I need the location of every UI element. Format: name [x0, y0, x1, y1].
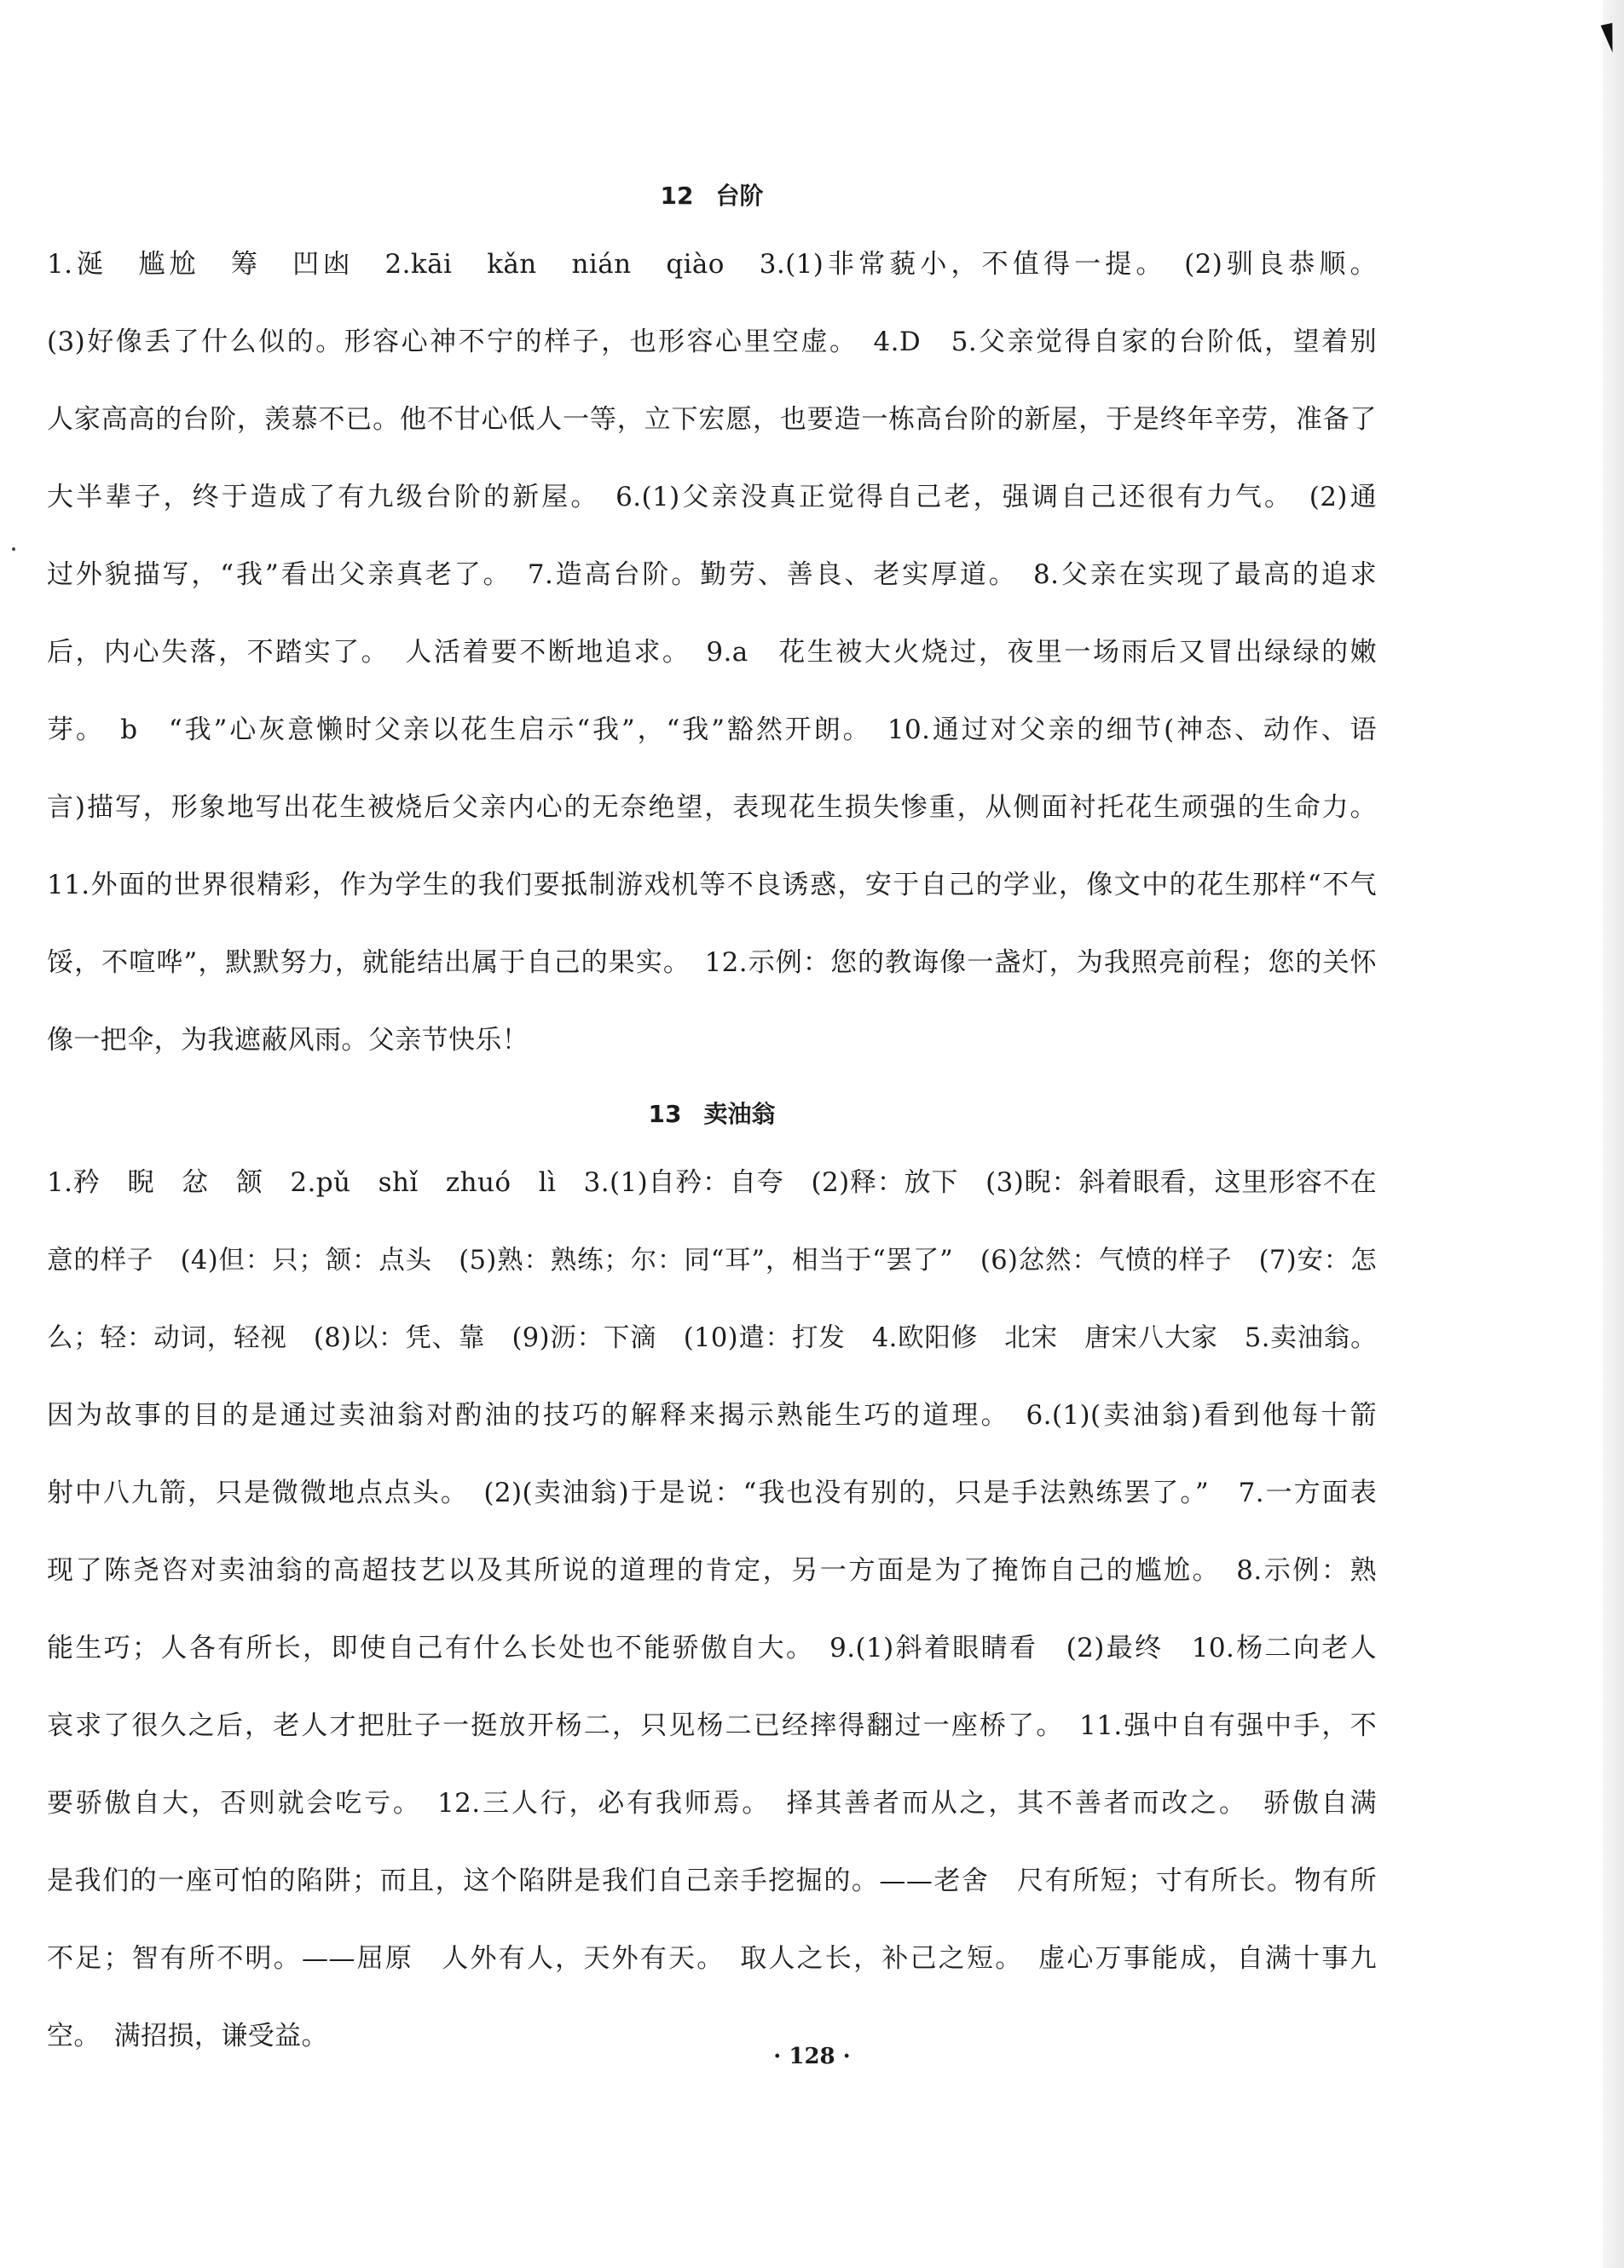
text-line: 1.矜 睨 忿 颔 2.pǔ shǐ zhuó lì 3.(1)自矜：自夸 (2)释：放下 (3)睨：斜着眼看，这里形容不在 — [47, 1167, 1377, 1198]
text-line: 意的样子 (4)但：只；颔：点头 (5)熟：熟练；尔：同“耳”，相当于“罢了” (6)忿然：气愤的样子 (7)安：怎 — [47, 1246, 1377, 1276]
text-line: 像一把伞，为我遮蔽风雨。父亲节快乐！ — [47, 1025, 529, 1056]
text-line: 大半辈子，终于造成了有九级台阶的新屋。 6.(1)父亲没真正觉得自己老，强调自己还很有力气。 (2)通 — [47, 482, 1377, 512]
text-line: 1.涎 尴尬 筹 凹凼 2.kāi kǎn nián qiào 3.(1)非常藐小，不值得一提。 (2)驯良恭顺。 — [47, 249, 1377, 280]
page-number: · 128 · — [773, 2044, 851, 2069]
answer-page — [47, 166, 1377, 2075]
text-line: 过外貌描写，“我”看出父亲真老了。 7.造高台阶。勤劳、善良、老实厚道。 8.父亲在实现了最高的追求 — [47, 559, 1377, 590]
text-line: 11.外面的世界很精彩，作为学生的我们要抵制游戏机等不良诱惑，安于自己的学业，像文中的花生那样“不气 — [47, 870, 1377, 900]
text-line: 射中八九箭，只是微微地点点头。 (2)(卖油翁)于是说：“我也没有别的，只是手法熟练罢了。” 7.一方面表 — [47, 1478, 1377, 1508]
text-line: 空。 满招损，谦受益。 — [47, 2021, 328, 2051]
text-line: 言)描写，形象地写出花生被烧后父亲内心的无奈绝望，表现花生损失惨重，从侧面衬托花生顽强的生命力。 — [47, 792, 1377, 823]
text-line: 么；轻：动词，轻视 (8)以：凭、靠 (9)沥：下滴 (10)遣：打发 4.欧阳修 北宋 唐宋八大家 5.卖油翁。 — [47, 1323, 1377, 1353]
section-12-body — [47, 226, 1377, 1079]
text-line: 是我们的一座可怕的陷阱；而且，这个陷阱是我们自己亲手挖掘的。——老舍 尺有所短；寸有所长。物有所 — [47, 1866, 1377, 1896]
text-line: 芽。 b “我”心灰意懒时父亲以花生启示“我”，“我”豁然开朗。 10.通过对父亲的细节(神态、动作、语 — [47, 715, 1377, 745]
text-line: (3)好像丢了什么似的。形容心神不宁的样子，也形容心里空虚。 4.D 5.父亲觉得自家的台阶低，望着别 — [47, 327, 1377, 357]
section-number: 12 — [660, 182, 694, 210]
text-line: 哀求了很久之后，老人才把肚子一挺放开杨二，只见杨二已经摔得翻过一座桥了。 11.强中自有强中手，不 — [47, 1710, 1377, 1741]
section-title-text: 台阶 — [715, 182, 764, 210]
text-line: 人家高高的台阶，羡慕不已。他不甘心低人一等，立下宏愿，也要造一栋高台阶的新屋，于是终年辛劳，准备了 — [47, 404, 1377, 435]
text-line: 后，内心失落，不踏实了。 人活着要不断地追求。 9.a 花生被大火烧过，夜里一场雨后又冒出绿绿的嫩 — [47, 637, 1377, 668]
text-line: 现了陈尧咨对卖油翁的高超技艺以及其所说的道理的肯定，另一方面是为了掩饰自己的尴尬。 8.示例：熟 — [47, 1555, 1377, 1586]
text-line: 要骄傲自大，否则就会吃亏。 12.三人行，必有我师焉。 择其善者而从之，其不善者而改之。 骄傲自满 — [47, 1788, 1377, 1819]
text-line: 因为故事的目的是通过卖油翁对酌油的技巧的解释来揭示熟能生巧的道理。 6.(1)(卖油翁)看到他每十箭 — [47, 1400, 1377, 1431]
scan-speck — [12, 547, 15, 551]
section-12-title — [47, 166, 1377, 226]
section-number: 13 — [648, 1100, 682, 1128]
section-13-title — [47, 1085, 1377, 1144]
text-line: 馁，不喧哗”，默默努力，就能结出属于自己的果实。 12.示例：您的教诲像一盏灯，为我照亮前程；您的关怀 — [47, 947, 1377, 978]
section-title-text: 卖油翁 — [703, 1100, 776, 1128]
section-13-body — [47, 1144, 1377, 2075]
text-line: 能生巧；人各有所长，即使自己有什么长处也不能骄傲自大。 9.(1)斜着眼睛看 (2)最终 10.杨二向老人 — [47, 1633, 1377, 1663]
text-line: 不足；智有所不明。——屈原 人外有人，天外有天。 取人之长，补己之短。 虚心万事能成，自满十事九 — [47, 1943, 1377, 1974]
page-edge-shadow — [1603, 0, 1624, 2268]
